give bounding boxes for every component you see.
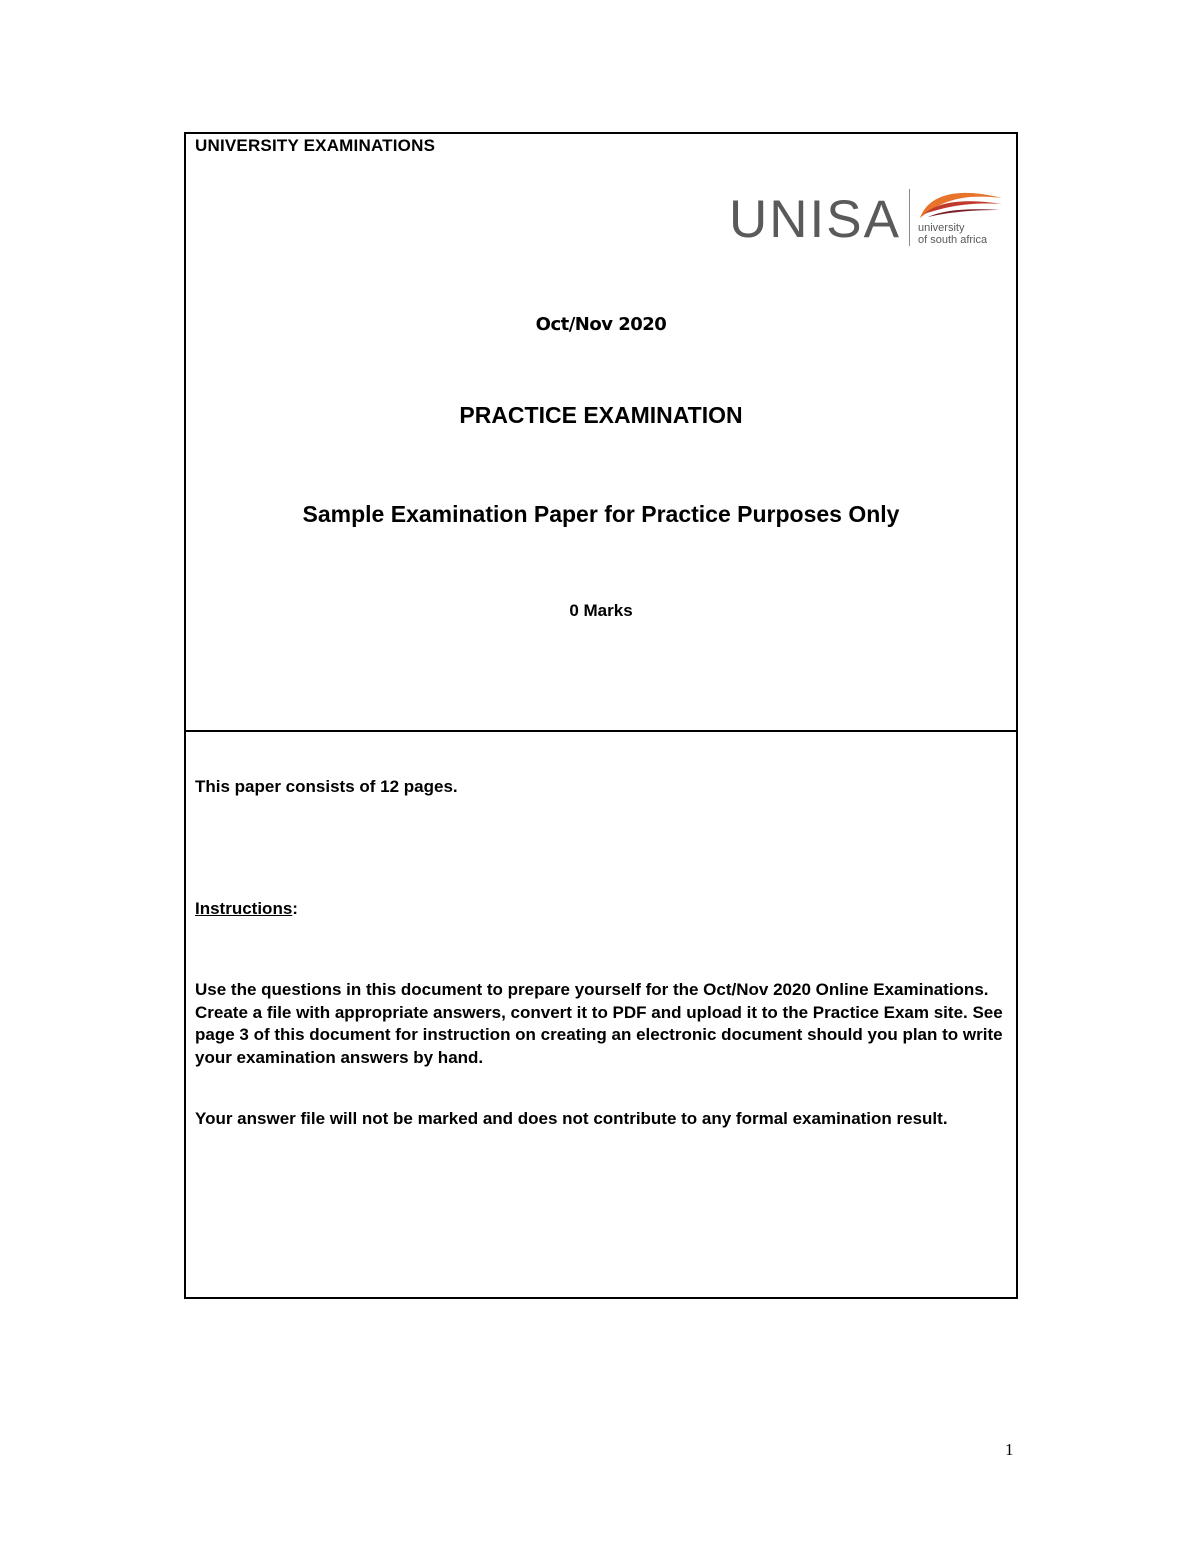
page-count-text: This paper consists of 12 pages. [195,777,458,796]
logo-separator [909,189,910,246]
university-examinations-label: UNIVERSITY EXAMINATIONS [195,136,436,155]
instructions-heading-label: Instructions [195,899,293,918]
logo-subline-university: university [918,222,965,234]
exam-cover-frame [184,132,1018,1299]
unisa-logo [726,184,1006,254]
swoosh-icon [914,184,1004,220]
instructions-heading [195,898,1010,921]
instructions-paragraph-2: Your answer file will not be marked and does not contribute to any formal examination result. [195,1109,948,1128]
logo-wordmark: UNISA [729,190,901,249]
logo-subline-south-africa: of south africa [918,234,988,246]
page-number: 1 [1005,1440,1014,1459]
exam-marks: 0 Marks [569,601,633,620]
section-divider [186,730,1016,732]
exam-subtitle: Sample Examination Paper for Practice Purposes Only [302,501,900,527]
exam-title: PRACTICE EXAMINATION [459,402,743,428]
exam-session: Oct/Nov 2020 [535,314,667,335]
instructions-paragraph-1: Use the questions in this document to prepare yourself for the Oct/Nov 2020 Online Examinations. Create a file with appropriate answers, convert it to PDF and upload it to the Practice Exam site. See page 3 of this document for instruction on creating an electronic document should you plan to write your examination answers by hand. [195,980,1003,1067]
instructions-heading-colon: : [292,899,298,918]
